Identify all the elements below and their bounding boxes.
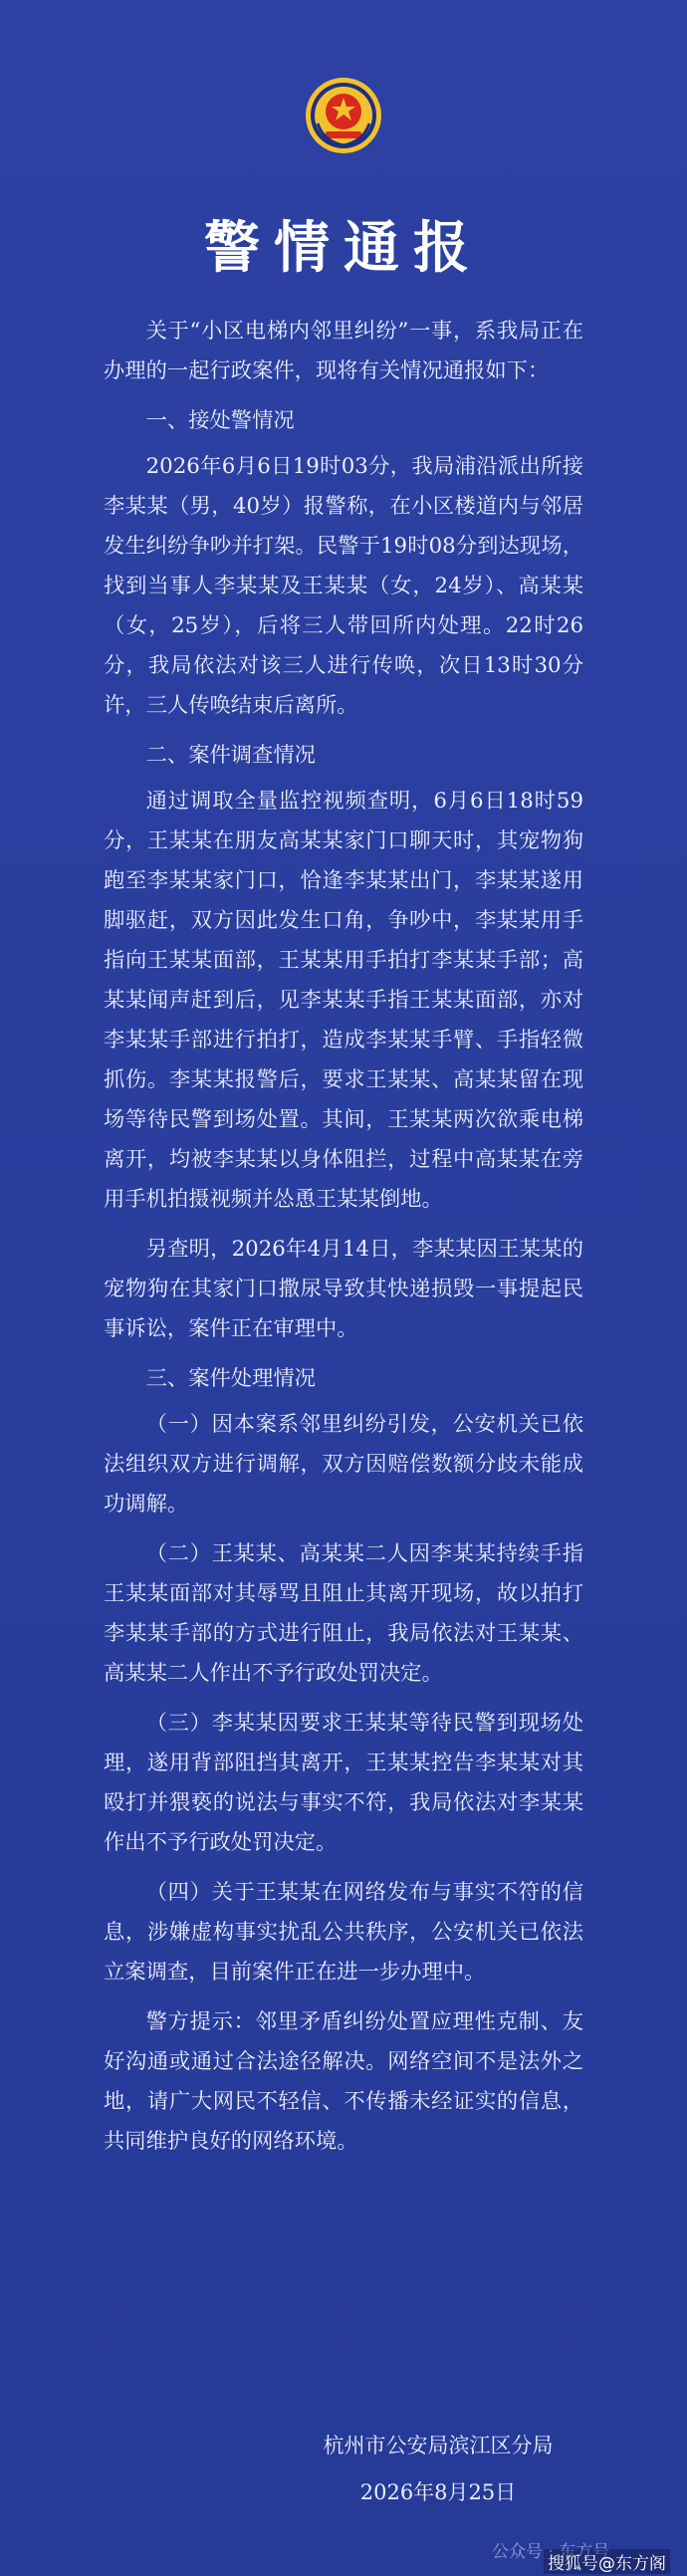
section-paragraph: （四）关于王某某在网络发布与事实不符的信息，涉嫌虚构事实扰乱公共秩序，公安机关已依法立案调查，目前案件正在进一步办理中。	[104, 1880, 583, 1985]
section-paragraph: 另查明，2026年4月14日，李某某因王某某的宠物狗在其家门口撒尿导致其快递损毁一事提起民事诉讼，案件正在审理中。	[104, 1237, 583, 1341]
section-paragraph: （二）王某某、高某某二人因李某某持续手指王某某面部对其辱骂且阻止其离开现场，故以拍打李某某手部的方式进行阻止，我局依法对王某某、高某某二人作出不予行政处罚决定。	[104, 1541, 583, 1686]
section-paragraph: 通过调取全量监控视频查明，6月6日18时59分，王某某在朋友高某某家门口聊天时，其宠物狗跑至李某某家门口，恰逢李某某出门，李某某遂用脚驱赶，双方因此发生口角，争吵中，李某某用手指向王某某面部，王某某用手拍打李某某手部；高某某闻声赶到后，见李某某手指王某某面部，亦对李某某手部进行拍打，造成李某某手臂、手指轻微抓伤。李某某报警后，要求王某某、高某某留在现场等待民警到场处置。其间，王某某两次欲乘电梯离开，均被李某某以身体阻拦，过程中高某某在旁用手机拍摄视频并怂恿王某某倒地。	[104, 789, 583, 1212]
police-emblem-icon	[304, 76, 383, 155]
sohu-watermark: 搜狐号@东方阁	[544, 2549, 670, 2574]
intro-paragraph: 关于“小区电梯内邻里纠纷”一事，系我局正在办理的一起行政案件，现将有关情况通报如下：	[104, 319, 583, 383]
section-paragraph: （一）因本案系邻里纠纷引发，公安机关已依法组织双方进行调解，双方因赔偿数额分歧未能成功调解。	[104, 1412, 583, 1517]
warning-paragraph: 警方提示：邻里矛盾纠纷处置应理性克制、友好沟通或通过合法途径解决。网络空间不是法外之地，请广大网民不轻信、不传播未经证实的信息，共同维护良好的网络环境。	[104, 2009, 583, 2154]
page-title: 警情通报	[204, 215, 483, 281]
wechat-watermark: 公众号 · 东方号	[492, 2542, 610, 2562]
section-heading: 二、案件调查情况	[145, 743, 316, 768]
signature-org: 杭州市公安局滨江区分局	[323, 2434, 554, 2458]
section-paragraph: （三）李某某因要求王某某等待民警到现场处理，遂用背部阻挡其离开，王某某控告李某某对其殴打并猥亵的说法与事实不符，我局依法对李某某作出不予行政处罚决定。	[104, 1711, 583, 1855]
signature-date: 2026年8月25日	[359, 2480, 517, 2504]
section-paragraph: 2026年6月6日19时03分，我局浦沿派出所接李某某（男，40岁）报警称，在小区楼道内与邻居发生纠纷争吵并打架。民警于19时08分到达现场，找到当事人李某某及王某某（女，24岁）、高某某（女，25岁），后将三人带回所内处理。22时26分，我局依法对该三人进行传唤，次日13时30分许，三人传唤结束后离所。	[104, 454, 583, 718]
notice-body	[104, 312, 583, 2172]
section-heading: 三、案件处理情况	[145, 1366, 316, 1391]
section-heading: 一、接处警情况	[145, 408, 295, 433]
